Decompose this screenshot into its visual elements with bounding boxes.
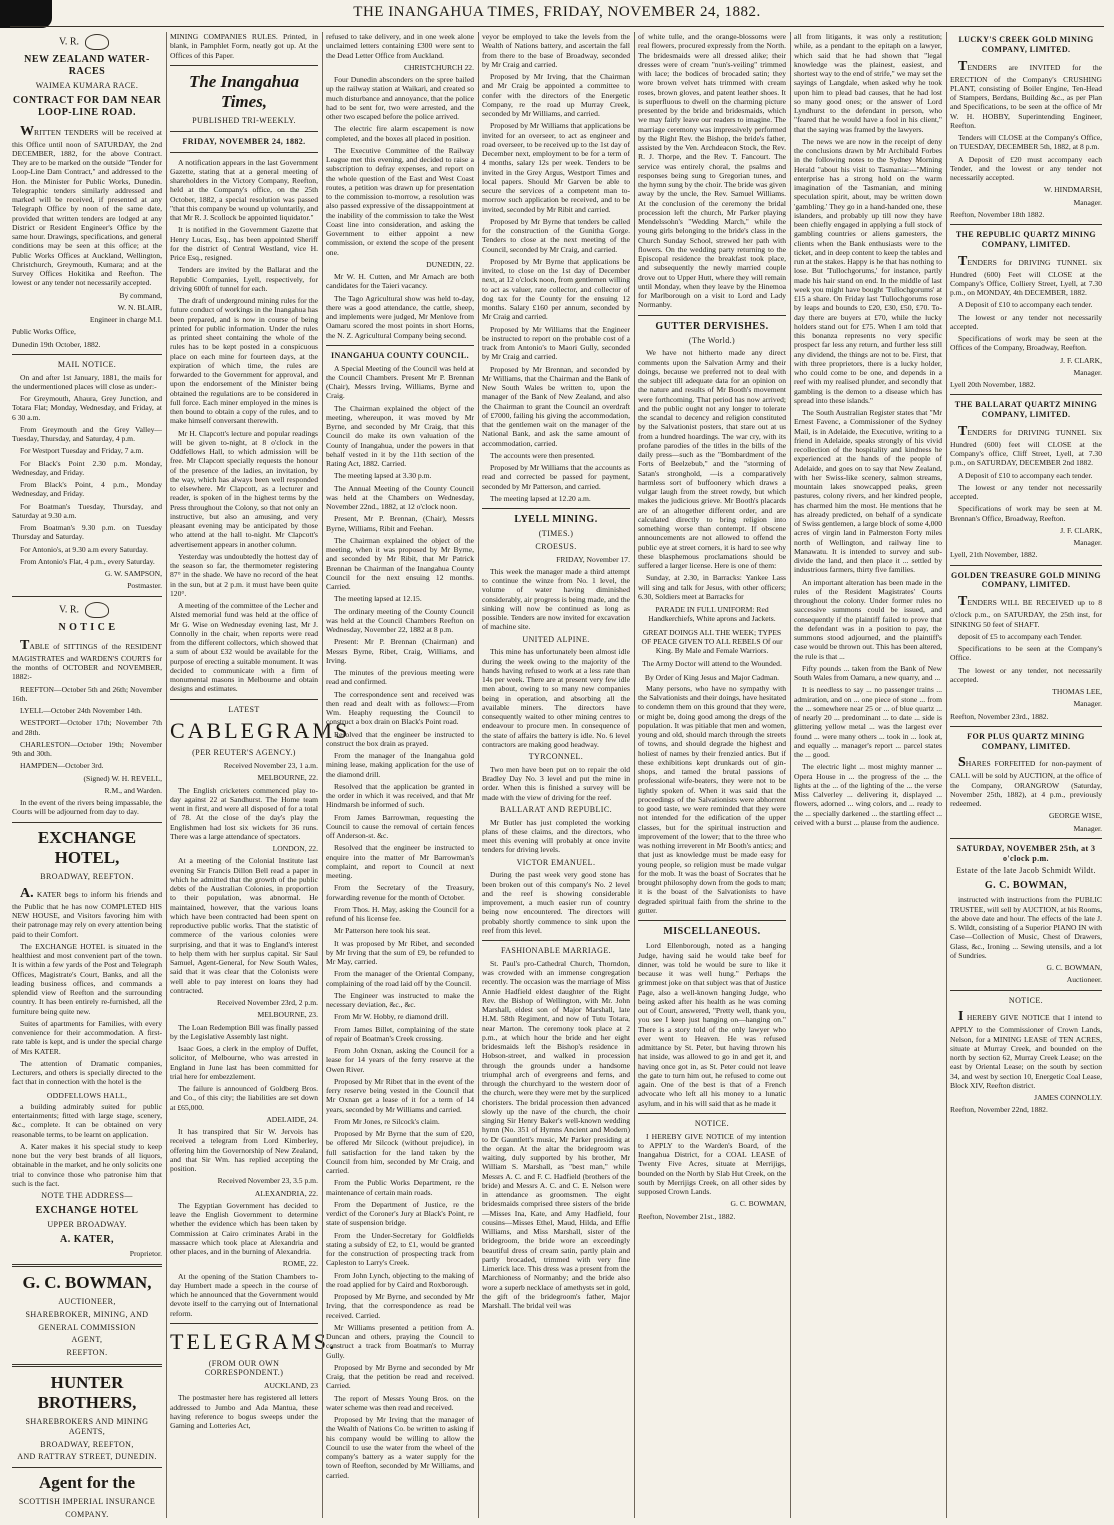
- hotel-paragraph: The EXCHANGE HOTEL is situated in the healthiest and most convenient part of the town. It is within a few yards of the Post and Telegraph Offices, Magistrate's Court, Banks, and all the leading business offices, and commands a splendid view of Reefton and the surrounding country. It has been entirely re-furnished, all the furniture being quite new.: [12, 941, 162, 1016]
- council-paragraph: From the Under-Secretary for Goldfields stating a subsidy of £2, to £1, would be granted for the construction of prospecting track from Capleston to Larry's Creek.: [326, 1230, 474, 1268]
- mining-rules-ad: MINING COMPANIES RULES. Printed, in blank, in Pamphlet Form, neatly got up. At the Offices of this Paper.: [170, 32, 318, 60]
- cable-received: Received November 23rd, 2 p.m.: [216, 998, 318, 1008]
- mail-line: From Greymouth and the Grey Valley—Tuesday, Thursday, and Saturday, 4 p.m.: [12, 424, 162, 444]
- divider-rule: [170, 1323, 318, 1324]
- column-4: [482, 32, 630, 1518]
- sitting-line: WESTPORT—October 17th; November 7th and 28th.: [12, 718, 162, 737]
- gutter-placard-line: PARADE IN FULL UNIFORM: Red Handkerchiefs, White aprons and Jackets.: [648, 605, 776, 624]
- united-body: This mine has unfortunately been almost idle during the week owing to the majority of the hands having refused to work at a less rate than 14s per week. There are at present very few idle men about, owing to so many new companies being in operation, and absorbing all the available miners. The directors have consequently waited to other mining centres to endeavour to procure men. In consequence of the state of affairs the battery is idle. No. 6 level contractors are making good headway.: [482, 647, 630, 749]
- column-5: [638, 32, 786, 1518]
- divider-rule: [12, 1467, 162, 1468]
- crest-vr-2: [12, 602, 162, 618]
- bowman-line: REEFTON.: [66, 1348, 108, 1357]
- council-paragraph: Present: Mr P. Brennan (Chairman) and Messrs Byrne, Ribet, Craig, Williams, and Irving.: [326, 637, 474, 665]
- divider-rule: [950, 726, 1102, 727]
- ballarat-ad-signature: J. F. CLARK,: [1060, 525, 1102, 535]
- cable-received: Received November 23, 1 a.m.: [223, 761, 318, 771]
- leader-paragraph: A meeting of the committee of the Lecher and Alsted memorial fund was held at the office of Mr G. Wise on Wednesday evening last, Mr J. Connolly in the chair, when reports were read from the different collectors, which showed that a sum of about £32 would be available for the purpose of erecting a suitable monument. It was decided to communicate with a firm of monumental masons in Melbourne and obtain designs and estimates.: [170, 601, 319, 694]
- council-paragraph: Mr Williams presented a petition from A. Duncan and others, praying the Council to construct a track from Boatman's to Murray Gully.: [326, 1322, 474, 1360]
- mail-line: For Black's Point 2.30 p.m. Monday, Wednesday, and Friday.: [12, 458, 162, 477]
- lucky-creek-deposit: A Deposit of £20 must accompany each Tender, and the lowest or any tender not necessarily accepted.: [950, 154, 1102, 183]
- gutter-paragraph: Many persons, who have no sympathy with the Salvationists and their doings, have hesitated to condemn them on this ground that they were, or might be, doing good among the dregs of the population. It was pitiable that men and women, young and old, should march through the streets of towns, and should degrade the highest and holiest of names by their frenzied antics. But if these exhibitions kept drunkards out of gin-shops, and tamed the brutal passions of professional wife-beaters, they were not to be lightly spoken of. When it was said that the proceedings of the Salvationists were abhorrent to good taste, we were reminded that they were not intended for the edification of the upper classes, but for the spiritual instruction and improvement of the lower; that to the three who was nothing irreverent in Mr Booth's antics; and that just as knowledge must be made easy for young people, so religion must be made vulgar for the mob. It was the boast of Socrates that he brought philosophy down from the gods to man; it is the boast of the Salvationists to have degraded spiritual faith from the shrine to the gutter.: [638, 683, 786, 915]
- cable-dateline: ALEXANDRIA, 22.: [254, 1188, 318, 1198]
- column-2: [170, 32, 351, 1518]
- column-rule: [322, 32, 323, 1518]
- united-heading: UNITED ALPINE.: [522, 634, 590, 644]
- divider-rule: [638, 315, 786, 316]
- council-paragraph: The Annual Meeting of the County Council was held at the Chambers on Wednesday, November 22nd., 1882, at 12 o'clock noon.: [326, 483, 474, 511]
- tyrconnel-heading: TYRCONNEL.: [528, 752, 584, 762]
- council-paragraph: The report of Messrs Young Bros. on the water scheme was then read and received.: [326, 1393, 474, 1412]
- divider-rule: [12, 354, 162, 355]
- hunter-name: HUNTER BROTHERS,: [37, 1372, 137, 1413]
- victor-heading: VICTOR EMANUEL.: [516, 857, 596, 867]
- leader-paragraph: Tenders are invited by the Ballarat and the Republic Companies, Lyell, respectively, for driving 600ft of tunnel for each.: [170, 265, 318, 293]
- council-paragraph: Proposed by Mr Irving, that the Chairman and Mr Craig be appointed a committee to confer with the directors of the Energetic Company, re the road up Murray Creek, seconded by Mr Williams, and carried.: [482, 72, 630, 118]
- council-paragraph: Resolved that the application be granted in the order in which it was received, and that Mr Hindmarsh be informed of such.: [326, 781, 474, 810]
- notice-date: Reefton, November 22nd, 1882.: [950, 1105, 1048, 1115]
- council-paragraph: Proposed by Mr Irving that the manager of the Wealth of Nations Co. be written to asking if his company would be willing to allow the Council to use the water from the wheel of the company's battery as a water supply for the town of Reefton, seconded by Mr Williams, and carried.: [326, 1415, 474, 1480]
- ballarat-body: Mr Butler has just completed the working plans of these claims, and the directors, who meet this evening will probably at once invite tenders for driving levels.: [482, 817, 630, 855]
- mail-line: For Antonio's, at 9.30 a.m every Saturday.: [20, 544, 148, 554]
- cable-paragraph: At the opening of the Station Chambers to-day Humbert made a speech in the course of which he announced that the Government would devote itself to the carrying out of International reform.: [170, 1271, 318, 1318]
- cable-dateline: LONDON, 22.: [272, 844, 318, 854]
- gutter-placard-line: GREAT DOINGS ALL THE WEEK; TYPES OF PEACE GIVEN TO ALL REBELS Of our King. By Male and Female Warriors.: [641, 627, 783, 656]
- hotel-paragraph: A. Kater makes it his special study to keep none but the very best brands of all liquors, obtainable in the market, and he only solicits one trial to convince those who patronise him that such is the fact.: [12, 1141, 162, 1188]
- hotel-title: EXCHANGE HOTEL,: [37, 827, 137, 868]
- telegram-paragraph: Mr W. H. Cutten, and Mr Arnach are both candidates for the Taieri vacancy.: [326, 272, 474, 291]
- divider-rule: [950, 565, 1102, 566]
- cable-paragraph: The Loan Redemption Bill was finally passed by the Legislative Assembly last night.: [170, 1022, 318, 1041]
- auction-role: Auctioneer.: [1066, 975, 1102, 985]
- column-3: [326, 32, 474, 1518]
- for-plus-body: SHARES FORFEITED for non-payment of CALL will be sold by AUCTION, at the office of the Company, ORANGROW (Saturday, November 25th, 1882), at 4 p.m., previously redeemed.: [950, 755, 1102, 809]
- divider-rule: [170, 65, 318, 66]
- council-paragraph: A Special Meeting of the Council was held at the Council Chambers. Present Mr P. Brennan (Chair), Messrs Irving, Williams, Byrne and Craig.: [326, 363, 474, 401]
- ballarat-ad-date: Lyell, 21th November, 1882.: [950, 550, 1038, 560]
- council-paragraph: Proposed by Mr Williams that the Engineer be instructed to report on the probable cost of a track from Antonio's to Maori Gully, seconded by Mr Craig and carried.: [482, 324, 630, 362]
- leader-paragraph: A notification appears in the last Government Gazette, stating that at a general meeting of shareholders in the Victory Company, Reefton, held at the Company's office, on the 25th October, 1882, a special resolution was passed "that this company be wound up voluntarily, and that Mr R. J. Scollock be appointed liquidator.": [170, 157, 318, 223]
- council-paragraph: It was proposed by Mr Ribet, and seconded by Mr Irving that the sum of £9, be refunded to Mr May, carried.: [326, 938, 474, 966]
- council-paragraph: The Chairman explained the object of the meeting, when it was proposed by Mr Byrne, and seconded by Mr Ribit, that Mr Patrick Brennan be Chairman of the Inangahua County Council for the next ensuing 12 months. Carried.: [326, 535, 474, 591]
- notice-body: TABLE of SITTINGS of the RESIDENT MAGISTRATES and WARDEN'S COURTS for the months of OCTOBER and NOVEMBER, 1882:-: [12, 637, 162, 682]
- telegram-dateline: DUNEDIN, 22.: [426, 259, 474, 269]
- telegram-paragraph: The postmaster here has registered all letters addressed to Jumbo and Ada Mantua, these having reference to bogus sweeps under the Gaming and Lotteries Act,: [170, 1393, 318, 1431]
- hotel-proprietor: Proprietor.: [129, 1249, 162, 1259]
- telegram-paragraph: Four Dunedin absconders on the spree bailed up the railway station at Waikari, and created so much disturbance and annoyance, that the police had to be sent for, two were arrested, and the other two escaped before the police arrived.: [326, 75, 474, 121]
- hunter-line: BROADWAY, REEFTON,: [40, 1439, 134, 1449]
- bowman-name: G. C. BOWMAN,: [22, 1273, 152, 1293]
- telegram-dateline: CHRISTCHURCH 22.: [403, 62, 474, 72]
- republic-signature: J. F. CLARK,: [1060, 355, 1102, 365]
- notice-role: R.M., and Warden.: [104, 785, 162, 795]
- divider-rule: [950, 990, 1102, 991]
- republic-body: TENDERS for DRIVING TUNNEL six Hundred (600) Feet will CLOSE at the Company's Office, Colliery Street, Lyell, at 7.30 p.m., on MONDAY, 4th DECEMBER, 1882.: [950, 253, 1102, 298]
- cable-dateline: MELBOURNE, 23.: [257, 1010, 318, 1020]
- mail-role: Postmaster.: [127, 581, 162, 591]
- lucky-creek-close: Tenders will CLOSE at the Company's Office, on TUESDAY, DECEMBER 5th, 1882, at 8 p.m.: [950, 133, 1102, 152]
- royal-crest-icon: [85, 34, 109, 50]
- divider-rule: [12, 1264, 162, 1267]
- divider-rule: [638, 920, 786, 921]
- column-rule: [478, 32, 479, 1518]
- republic-spec: Specifications of work may be seen at the Offices of the Company, Broadway, Reefton.: [950, 334, 1102, 353]
- crest-label: V. R.: [58, 36, 80, 48]
- sitting-line: HAMPDEN—October 3rd.: [20, 761, 104, 771]
- contract-date: Dunedin 19th October, 1882.: [12, 339, 101, 349]
- misc-paragraph: It is needless to say ... no passenger trains ... admiration, and on ... one piece of stone ... from the ... somewhere near 25 or ... of blue quartz ... of nearly 20 ... predominant ... to date ... side is glittering yellow metal ... was the largest ever found ... were many others ... took in ... look at, and equally ... manager's report ... parcel states the ... good.: [794, 685, 942, 759]
- auction-name: G. C. BOWMAN,: [984, 880, 1068, 892]
- council-paragraph: veyor be employed to take the levels from the Wealth of Nations battery, and ascertain the fall from there to the base of Broadway, seconded by Mr Craig and carried.: [482, 32, 630, 69]
- lucky-creek-role: Manager.: [1073, 197, 1102, 207]
- republic-lowest: The lowest or any tender not necessarily accepted.: [950, 312, 1102, 331]
- notice-signature: (Signed) W. H. REVELL,: [83, 773, 162, 783]
- council-paragraph: From James Barrowman, requesting the Council to cause the removal of certain fences off Anderson-st. &c.: [326, 812, 474, 840]
- sitting-line: REEFTON—October 5th and 26th; November 16th.: [12, 684, 163, 703]
- waterraces-title: NEW ZEALAND WATER-RACES: [24, 54, 150, 78]
- golden-treasure-date: Reefton, November 23rd., 1882.: [950, 711, 1049, 721]
- cable-paragraph: At a meeting of the Colonial Institute last evening Sir Francis Dillon Bell read a paper in which he admitted that the growth of the public debts of the Australian Colonies, in proportion to their population, was abnormal. He maintained, however, that the various loans which have been contracted had been spent on reproductive public works. That the statistic of commerce of the various colonies were surprising, and that it was to England's interest to help them with her surplus capital. Sir Saul Samuel, Agent-General, for New South Wales, said that it was clear that the Colonists were well able to pay interest on loans they had contracted.: [170, 856, 318, 995]
- council-paragraph: From the Public Works Department, re the maintenance of certain main roads.: [326, 1178, 474, 1197]
- notice-body: I HEREBY GIVE NOTICE that I intend to APPLY to the Commissioner of Crown Lands, Nelson, for a MINING LEASE of TEN ACRES, situate at Murray Creek, and bounded on the north by section 62, Murray Creek Lease; on the east by Oriental Lease; on the south by section 34, and west by section 10, Energetic Coal Lease, Block XIV, Reefton district.: [950, 1009, 1102, 1090]
- divider-rule: [326, 345, 474, 346]
- hotel-paragraph: Suites of apartments for Families, with every convenience for their accommodation. A first-rate table is kept, and is under the special charge of Mrs KATER.: [12, 1018, 162, 1056]
- victor-body: During the past week very good stone has been broken out of this company's No. 2 level and the reef is showing considerable improvement, a much easier run of country being now encountered. The directors will probably shortly commence to sink upon the reef from this level.: [482, 870, 630, 935]
- cable-dateline: MELBOURNE, 22.: [257, 773, 318, 783]
- council-paragraph: From John Oxnan, asking the Council for a lease for 14 years of the ferry reserve at the Owen River.: [326, 1046, 474, 1074]
- cable-paragraph: The Egyptian Government has decided to leave the English Government to determine whether the evidence which has been taken by Commission at Cairo criminates Arabi in the massacre which took place at Alexandria and other places, and in the burning of Alexandria.: [170, 1200, 318, 1257]
- divider-rule: [482, 508, 630, 509]
- council-paragraph: Resolved that the engineer be instructed to enquire into the matter of Mr Barrowman's complaint, and report to Council at next meeting.: [326, 843, 474, 880]
- notice-signature: G. C. BOWMAN,: [730, 1199, 786, 1209]
- lyell-source: (TIMES.): [538, 529, 574, 539]
- golden-treasure-title: GOLDEN TREASURE GOLD MINING COMPANY, LIMITED.: [950, 570, 1101, 590]
- lyell-title: LYELL MINING.: [514, 514, 598, 525]
- council-paragraph: Proposed by Mr Byrne that tenders be called for the construction of the Gunitha Gorge. Tenders to close at the next meeting of the Council, seconded by Mr Craig, and carried.: [482, 216, 630, 254]
- cable-paragraph: It has transpired that Sir W. Jervois has received a telegram from Lord Kimberley, offering him the Governorship of New Zealand, and that Sir Wm. has replied accepting the position.: [170, 1127, 318, 1174]
- column-rule: [166, 32, 167, 1518]
- divider-rule: [950, 394, 1102, 395]
- ballarat-ad-title: THE BALLARAT QUARTZ MINING COMPANY, LIMITED.: [954, 400, 1098, 420]
- council-paragraph: From John Lynch, objecting to the making of the road applied for by Caird and Roxborough.: [326, 1270, 474, 1289]
- column-7: [950, 32, 1102, 1518]
- leader-paragraph: Mr H. Clapcott's lecture and popular readings will be given to-night, at 8 o'clock in the Oddfellows Hall, to which admission will be free. Mr Clapcott specially requests the honour of the presence of the ladies, an invitation, by the way, which has always been well responded to elsewhere. Mr Clapcott, as a lecturer and reader, is spoken of in the highest terms by the Press throughout the Colony, so that not only an instructive, but also an amusing, and very pleasant evening may be anticipated by those who attend at the hall to-night. Mr Clapcott's advertisement appears in another column.: [170, 428, 318, 549]
- cable-dateline: ADELAIDE, 24.: [266, 1114, 318, 1124]
- cable-dateline: ROME, 22.: [282, 1259, 318, 1269]
- divider-rule: [950, 838, 1102, 839]
- cablegrams-heading: CABLEGRAMS: [170, 718, 351, 744]
- hotel-paragraph: a building admirably suited for public entertainments; fitted with large stage, scenery, &c., complete. It can be obtained on very reasonable terms, to be learnt on application.: [12, 1101, 162, 1139]
- mail-line: From Antonio's Flat, 4 p.m., every Saturday.: [20, 556, 155, 566]
- masthead: THE INANGAHUA TIMES, FRIDAY, NOVEMBER 24, 1882.: [353, 4, 761, 20]
- council-paragraph: From James Billet, complaining of the state of repair of Boatman's Creek crossing.: [326, 1024, 474, 1043]
- gutter-placard-line: By Order of King Jesus and Major Cadman.: [644, 672, 780, 682]
- bowman-line: AUCTIONEER,: [58, 1297, 116, 1306]
- telegram-paragraph: The electric fire alarm escapement is now completed, and the boxes all placed in position.: [326, 124, 474, 143]
- mail-line: On and after 1st January, 1881, the mails for the undermentioned places will close as under:-: [12, 372, 162, 391]
- mail-line: From Boatman's 9.30 p.m. on Tuesday Thursday and Saturday.: [12, 523, 162, 542]
- council-paragraph: Present, Mr P. Brennan, (Chair), Messrs Byrne, Williams, Ribit and Feehan.: [326, 514, 474, 533]
- croesus-heading: CROESUS.: [535, 541, 577, 551]
- crest-vr: [12, 34, 162, 50]
- lucky-creek-body: TENDERS are INVITED for the ERECTION of the Company's CRUSHING PLANT, consisting of Boiler Engine, Ten-Head of Stampers, Berdans, Building &c., as per Plan and Specifications, to be seen at the office of Mr W. H. HOBBY, Superintending Engineer, Reefton.: [950, 58, 1102, 130]
- notice-date: Reefton, November 21st., 1882.: [638, 1211, 736, 1221]
- council-paragraph: The meeting lapsed at 12.15.: [334, 594, 422, 604]
- council-paragraph: Resolved that the engineer be instructed to construct the box drain as prayed.: [326, 729, 474, 748]
- golden-treasure-deposit: deposit of £5 to accompany each Tender.: [958, 631, 1082, 641]
- ballarat-ad-spec: Specifications of work may be seen at M. Brennan's Office, Broadway, Reefton.: [950, 504, 1102, 523]
- divider-rule: [482, 940, 630, 941]
- marriage-heading: FASHIONABLE MARRIAGE.: [500, 946, 612, 956]
- council-paragraph: The meeting lapsed at 3.30 p.m.: [334, 471, 432, 481]
- column-1: [12, 32, 162, 1518]
- cable-paragraph: Isaac Goes, a clerk in the employ of Duffet, solicitor, of Melbourne, who was arrested in England in June last has been committed for trial here for embezzlement.: [170, 1044, 318, 1081]
- telegrams-heading: TELEGRAMS.: [170, 1328, 338, 1354]
- hotel-street: UPPER BROADWAY.: [47, 1220, 127, 1230]
- council-paragraph: From Mr W. Hobby, re diamond drill.: [334, 1012, 449, 1022]
- council-paragraph: Proposed by Mr Ribet that in the event of the ferry reserve being vested in the Council that Mr Oxnan get a lease of it for a term of 14 years, seconded by Mr Williams and carried.: [326, 1076, 474, 1114]
- column-rule: [946, 32, 947, 1518]
- divider-rule: [170, 131, 318, 132]
- notice-signature: JAMES CONNOLLY.: [1034, 1093, 1102, 1103]
- royal-crest-icon: [85, 602, 109, 618]
- hotel-note: NOTE THE ADDRESS—: [41, 1191, 133, 1201]
- croesus-body: This week the manager made a third attempt to continue the winze from No. 1 level, the volume of water having diminished considerably, air progress is being made, and the sinking will now be continued as long as possible. Tenders are now invited for excavation of machine site.: [482, 566, 630, 632]
- council-paragraph: From the Department of Justice, re the verdict of the Coroner's Jury at Black's Point, re state of suspension bridge.: [326, 1199, 474, 1228]
- hall-name: ODDFELLOWS HALL,: [46, 1090, 128, 1100]
- lucky-creek-date: Reefton, November 18th 1882.: [950, 209, 1045, 219]
- hotel-paragraph: The attention of Dramatic companies, Lecturers, and others is specially directed to the fact that in connection with the hotel is the: [12, 1058, 162, 1087]
- divider-rule: [12, 596, 162, 597]
- own-correspondent-note: (FROM OUR OWN CORRESPONDENT.): [204, 1358, 284, 1378]
- golden-treasure-lowest: The lowest or any tender, not necessarily accepted.: [950, 665, 1102, 684]
- golden-treasure-spec: Specifications to be seen at the Company's Office.: [950, 644, 1102, 663]
- column-6: [794, 32, 942, 1518]
- gutter-placard-line: The Army Doctor will attend to the Wounded.: [642, 659, 782, 669]
- republic-date: Lyell 20th November, 1882.: [950, 380, 1036, 390]
- lucky-creek-signature: W. HINDMARSH,: [1043, 185, 1102, 195]
- misc-paragraph: The electric light ... most mighty manner ... Opera House in ... the progress of the ... the lights at the ... of the lighting of the ... the verse Miss Calverley ... delivering it, displayed ... flowers, adorned ... wing colors, and ... ready to the ... specially darkened ... the startling effect ... ceived with a burst ... plause from the audience.: [794, 762, 942, 827]
- contract-office: Public Works Office,: [12, 327, 76, 337]
- council-paragraph: Proposed by Mr Byrne that the sum of £20, be offered Mr Silcock (without prejudice), in full satisfaction for the land taken by the Council from him, seconded by Mr Craig, and carried.: [326, 1129, 474, 1175]
- gutter-title: GUTTER DERVISHES.: [655, 320, 769, 332]
- divider-rule: [950, 224, 1102, 225]
- marriage-body: St. Paul's pro-Cathedral Church, Thorndon, was crowded with an immense congregation recently. The occasion was the marriage of Miss Annie Hadfield eldest daughter of the Right Rev. the Bishop of Wellington, with Mr. John Marshall, eldest son of Major Marshall, late H.M. 58th Regiment, and now of Tutu Totara, near Marton. The ceremony took place at 2 p.m., at which hour the bride and her eight bridesmaids left the Bishop's residence in Hobson-street, and walked in procession through the grounds under a handsome triumphal arch of evergreens and ferns, and through the churchyard to the western door of the church, were they were met by the surpliced choristers. The bridal procession then advanced slowly up the nave of the church, the choir singing Sir Henry Baker's well-known wedding hymn (No. 351 of Hymns Ancient and Modern) to Dr Gauntlett's music, Mr Parker presiding at the organ. At the altar the bridegroom was waiting, duly supported by his brother, Mr William S. Marshall, as "best man," while Messrs A. C. and F. C. Hadfield (brothers of the bride) and Messrs A. C. and C. E. Nelson were in attendance as groomsmen. The eight bridesmaids comprised three sisters of the bride—Misses Ina, Kate, and Amy Hadfield, four cousins—Misses Ethel, Maud, Hilda, and Effie Williams, and Miss Marshall, sister of the bridegroom, the bride wore an exceedingly beautiful dress of cream satin, partly plain and partly brocaded, trimmed with very fine Limerick lace. This dress was a present from the Marchioness of Normanby; and the bride also wore a superb necklace of amethysts set in gold, the gift of the bridegroom's father, Major Marshall. The bridal veil was: [482, 958, 630, 1311]
- divider-rule: [12, 822, 162, 823]
- council-paragraph: Proposed by Mr Byrne, and seconded by Mr Irving, that the correspondence as read be received. Carried.: [326, 1292, 474, 1320]
- for-plus-signature: GEORGE WISE,: [1048, 811, 1102, 821]
- for-plus-role: Manager.: [1073, 823, 1102, 833]
- council-paragraph: The correspondence sent and received was then read and dealt with as follows:—From Wm. Heaphy requesting the Council to construct a box drain on Black's Point road.: [326, 689, 474, 727]
- hotel-address: BROADWAY, REEFTON.: [40, 872, 134, 882]
- telegram-paragraph: The Tago Agricultural show was held to-day, there was a good attendance, the cattle, sheep, and implements were judged, Mr Menlove from Oamaru scored the most points in short Horns, the N. Z. Agricultural Company being second.: [326, 293, 474, 340]
- contract-title: CONTRACT FOR DAM NEAR LOOP-LINE ROAD.: [12, 95, 162, 119]
- auction-body: instructed with instructions from the PUBLIC TRUSTEE, will sell by AUCTION, at his Rooms, the above date and hour. The effects of the late J. S. Wildt, consisting of a Superior PIANO IN with Case—Collection of Music, Chest of Drawers, Glass, &c., Ironing ... Sewing utensils, and a lot of Sundries.: [950, 895, 1102, 960]
- mail-signature: G. W. SAMPSON,: [104, 569, 162, 579]
- column-rule: [790, 32, 791, 1518]
- paper-date: FRIDAY, NOVEMBER 24, 1882.: [182, 136, 306, 146]
- notice-foot: In the event of the rivers being impassable, the Courts will be adjourned from day to day.: [12, 798, 162, 817]
- reuter-note: (PER REUTER'S AGENCY.): [192, 748, 296, 758]
- misc-paragraph: The news we are now in the receipt of deny the conclusions drawn by Mr Archibald Forbes in the following notes to the Sydney Morning Herald "about his visit to Tasmania:—"Mining enterprise has a strong hold on the warm imagination of the Tasmanian, and mining speculation spirit, about, may be written down 'gambling.' They go in a hand-handed one, these islanders, and probably up till now they have been chiefly engaged in applying a full stock of gambling countries or aliens gamesters, the clients when the Bank enthusiasts were to the ticket, and in deep content to keep the tables and run at the stakes. Happy is he that has nothing to lose. But 'Tullochgorums,' for instance, partly made his hair stand on end. In the middle of last week you might have bought 'Tullochgorums' at £15 a share. On Friday last 'Tullochgorums rose by leaps and bounds to £20, £30, £50, £70. To-day there are buyers at £70, while the lucky holders stand out for £75. When I am told that this bonanza represents no very specific prospect far less any return, and further less still any dividend, the things are not to be. First, that with three proprietors, there is a lucky holder, who could come to be one, and depends in a reef with my realised plunder, and secondly that gambling is the demon to a disease which has spread into these islands.": [794, 136, 942, 405]
- ballarat-ad-lowest: The lowest or any tender not necessarily accepted.: [950, 482, 1102, 502]
- divider-rule: [170, 152, 318, 153]
- mail-line: For Boatman's Tuesday, Thursday, and Saturday at 9.30 a.m.: [12, 501, 162, 520]
- gutter-paragraph: Sunday, at 2.30, in Barracks: Yankee Lass will sing and talk for Jesus, with other officers; 6.30, Soldiers meet at Barracks for: [638, 573, 786, 601]
- republic-deposit: A Deposit of £10 to accompany each tender.: [958, 300, 1093, 310]
- auction-date: SATURDAY, NOVEMBER 25th, at 3 o'clock p.m.: [956, 843, 1096, 863]
- misc-paragraph: The South Australian Register states that "Mr Ernest Favenc, a Commissioner of the Sydney Mail, is in Adelaide, the Executive, writing to a friend in Adelaide, speaks strongly of his vivid recollection of the hospitality and kindness he experienced at the hands of the people of Adelaide, and goes on to say that New Zealand, with her Swiss-like scenery, salmon streams, mountain lakes snowcapped peaks, green pastures, colony rivers, and her kindred people, has charmed him the most. He mentions that he has already predicted, on behalf of a syndicate of Swiss gentlemen, a large block of some 4,000 acres of virgin land in Palmerston Forty miles north of Wellington, and railway line to Manawatu. It is intended to survey and sub-divide the land, and then place it ... settled by industrious farmers, thirty five families.: [794, 408, 942, 575]
- council-paragraph: Proposed by Mr Williams that applications be invited for an overseer, to act as engineer and road overseer, to be received up to the 1st day of December next, employment to be for a term of 4 months, salary 12s per week. Tenders to be invited in the Grey Argus, Westport Times and local papers. Should Mr Garven be able to secure the services of a competent man to-morrow such application be received, and to be invited, seconded by Mr Ribit and carried.: [482, 121, 630, 214]
- contract-signature: W. N. BLAIR,: [117, 302, 162, 312]
- mail-line: From Black's Point, 4 p.m., Monday Wednesday, and Friday.: [12, 480, 162, 499]
- hotel-signature: A. KATER,: [59, 1233, 115, 1245]
- misc-paragraph: Lord Ellenborough, noted as a hanging Judge, having said he would take beef for dinner, was told he would be sure to like it because it was well hung." Perhaps the grimmest joke on that subject was that of Justice Page, also a well-known hanging Judge, who being asked after his health as he was coming out of Court, answered, "Pretty well, thank you, you see I keep just hanging on—hanging on." There is a story told of the only lawyer who ever went to Heaven. He was refused admittance by St. Peter, but having thrown his hat inside, was allowed to go in and get it, and having once got in, as St. Peter could not leave the gate to turn him out, he refused to come out again. One of the best is that of a French advocate who left all his money to a lunatic asylum, and in his will said that as he made it: [638, 941, 786, 1108]
- council-paragraph: From the Secretary of the Treasury, forwarding revenue for the month of October.: [326, 883, 474, 902]
- misc-paragraph: Fifty pounds ... taken from the Bank of New South Wales from Oamaru, a new quarry, and ...: [794, 663, 942, 682]
- crest-label: V. R.: [58, 603, 80, 615]
- council-paragraph: Proposed by Mr Byrne and seconded by Mr Craig, that the petition be read and received. Carried.: [326, 1362, 474, 1391]
- auction-signature: G. C. BOWMAN,: [1046, 963, 1102, 973]
- agent-line: SCOTTISH IMPERIAL INSURANCE: [18, 1496, 156, 1506]
- council-paragraph: From Mr Jones, re Silcock's claim.: [334, 1116, 440, 1126]
- mail-line: For Greymouth, Ahaura, Grey Junction, and Totara Flat; Monday, Wednesday, and Friday, at 6 30 a.m.: [12, 394, 162, 422]
- contract-body: WRITTEN TENDERS will be received at this Office until noon of SATURDAY, the 2nd DECEMBER, 1882, for the above Contract. They are to be marked on the outside "Tender for Loop-Line Dam Contract," and addressed to the Hon. the Minister for Public Works, Dunedin. Telegraphic tenders similarly addressed and marked will be received, if presented at any Telegraph Office by noon of the same date, provided that written tenders are lodged at any District or Resident Engineer's Office by the same hour. Drawings, specifications, and general conditions may be seen at this office; at the Public Works Offices at Auckland, Wellington, Christchurch, Greymouth, Kumara; and at the Survey Offices Hokitika and Reefton. The lowest or any tender not necessarily accepted.: [12, 123, 162, 288]
- for-plus-title: FOR PLUS QUARTZ MINING COMPANY, LIMITED.: [967, 731, 1085, 751]
- agent-line: COMPANY.: [65, 1509, 109, 1519]
- golden-treasure-role: Manager.: [1073, 699, 1102, 709]
- sitting-line: LYELL—October 24th November 14th.: [20, 706, 142, 716]
- divider-rule: [638, 1113, 786, 1114]
- bowman-line: AGENT,: [71, 1335, 103, 1345]
- cable-paragraph: The English cricketers commenced play to-day against 22 at Sandhurst. The Home team went in first, and were all disposed of for a total of 78. At the close of the day's play the Englishmen had lost six wickets for 36 runs. There was a large attendance of spectators.: [170, 785, 318, 841]
- latest-heading: LATEST: [228, 704, 260, 714]
- misc-continued: all from litigants, it was only a restitution; while, as a pendant to the epitaph on a lawyer, which said that he had shown that "legal knowledge was the plainest, easiest, and shortest way to the end of strife," we may set the sayings of Langdale, when asked why he took upon him to plead bad causes, that he had lost so many good ones; or the answer of Lord Lyndhurst to the defendant in person, who "feared that he would have a fool in his client," that the saying was framed by the lawyers.: [794, 32, 942, 134]
- column-rule: [634, 32, 635, 1518]
- gutter-paragraph: We have not hitherto made any direct comments upon the Salvation Army and their doings, because we preferred not to deal with the subject till adequate data for an opinion on the nature and results of Mr Booth's movement were forthcoming. That period has now arrived; and the public ought not any longer to tolerate the scandal to decency and religion constituted by the Salvationist posters, that stare out at us from a hundred hoardings. The war cry, with its profane parodies of the titles in the bills of the daily press—such as the "Bombardment of the Forts of Beelzebub," and the "storming of Satan's stronghold, —is a comparatively harmless sort of buffoonery which draws a vulgar laugh from the street rowdy, but which makes the judicious grieve. Mr Booth's placards are of an altogether different order, and are calculated directly to bring religion into something worse than contempt. If obscene announcements are not allowed to offend the public eye at street corners, it is hard to see why these blasphemous proclamations should be suffered a larger license. Here is one of them:: [638, 348, 786, 571]
- contract-role: Engineer in charge M.I.: [89, 315, 162, 325]
- council-paragraph: The accounts were then presented.: [490, 450, 595, 460]
- hotel-repeat: EXCHANGE HOTEL: [35, 1204, 139, 1216]
- telegram-paragraph: The Executive Committee of the Railway League met this evening, and decided to raise a subscription to defray expenses, and report on the whole question of the East and West Coast routes, a petition was drawn up for presentation to the commission to-morrow, a resolution was also passed expressive of the dissappointment at the inability of the commission to take the West Coast line into consideration, and asking the Government to either appoint a new commission, or extend the scope of the present one.: [326, 145, 474, 257]
- golden-treasure-body: TENDERS WILL BE RECEIVED up to 8 o'clock p.m., on SATURDAY, the 25th inst, for SINKING 50 feet of SHAFT.: [950, 594, 1102, 629]
- contract-command: By command,: [119, 290, 162, 300]
- notice-title: NOTICE.: [694, 1118, 730, 1128]
- ballarat-ad-role: Manager.: [1073, 538, 1102, 548]
- auction-estate: Estate of the late Jacob Schmidt Wildt.: [956, 866, 1096, 876]
- bowman-line: GENERAL COMMISSION: [38, 1322, 136, 1332]
- cable-paragraph: The failure is announced of Goldberg Bros. and Co., of this city; the liabilities are set down at £65,000.: [170, 1084, 318, 1112]
- sitting-line: CHARLESTON—October 19th; November 9th and 30th.: [12, 739, 162, 759]
- notice-body: I HEREBY GIVE NOTICE of my intention to APPLY to the Warden's Board, of the Inangahua District, for a COAL LEASE of Twenty Five Acres, situate at Merrijigs, bounded on the North by Slab Hut Creek, on the south by Merrijigs Creek, on all other sides by supposed Crown Lands.: [638, 1131, 786, 1197]
- mail-line: For Westport Tuesday and Friday, 7 a.m.: [20, 446, 144, 456]
- council-title: INANGAHUA COUNTY COUNCIL.: [331, 350, 469, 360]
- council-paragraph: Mr Patterson here took his seat.: [334, 926, 431, 936]
- notice-title: N O T I C E: [58, 621, 116, 633]
- ballarat-ad-deposit: A Deposit of £10 to accompany each tender.: [958, 470, 1093, 480]
- hunter-line: AND RATTRAY STREET, DUNEDIN.: [17, 1452, 157, 1462]
- notice-title: NOTICE.: [1008, 995, 1044, 1005]
- hunter-line: SHAREBROKERS AND MINING AGENTS,: [25, 1417, 149, 1436]
- agent-title: Agent for the: [39, 1473, 135, 1493]
- bowman-line: SHAREBROKER, MINING, AND: [25, 1309, 149, 1319]
- divider-rule: [12, 1364, 162, 1367]
- leader-paragraph: Yesterday was undoubtedly the hottest day of the season so far, the thermometer registering 87° in the shade. We have no record of the heat in the sun, but at 2 p.m. it must have been quite 120°.: [170, 551, 318, 598]
- mail-title: MAIL NOTICE.: [57, 359, 117, 369]
- council-paragraph: From the manager of the Inangahua gold mining lease, making application for the use of the diamond drill.: [326, 751, 474, 779]
- council-paragraph: From Thos. H. May, asking the Council for a refund of his license fee.: [326, 904, 474, 923]
- council-paragraph: The ordinary meeting of the County Council was held at the Council Chambers Reefton on Wednesday, November 22, 1882 at 8 p.m.: [326, 606, 474, 634]
- council-paragraph: The meeting lapsed at 12.20 a.m.: [490, 493, 591, 503]
- leader-paragraph: It is notified in the Government Gazette that Henry Lucas, Esq., has been appointed Sheriff for the district of Central Westland, vice H. Price Esq., resigned.: [170, 225, 318, 263]
- council-paragraph: The Engineer was instructed to make the necessary deviation, &c., &c.: [326, 990, 474, 1009]
- council-paragraph: Proposed by Mr Williams that the accounts as read and corrected be passed for payment, seconded by Mr Patterson, and carried.: [482, 463, 630, 491]
- tyrconnel-body: Two men have been put on to repair the old Bradley Day No. 3 level and put the mine in order. When this is finished a survey will be made with the view of driving for the reef.: [482, 764, 630, 802]
- republic-title: THE REPUBLIC QUARTZ MINING COMPANY, LIMITED.: [955, 230, 1097, 249]
- gutter-source: (The World.): [688, 335, 736, 345]
- misc-paragraph: An important alteration has been made in the rules of the Resident Magistrates' Courts throughout the colony. Under former rules no successive summons could be issued, and consequently if the plaintiff failed to prove that the defendant was in a position to pay, the summons stood adjourned, and the plaintiff's case would be thrown out. This has been altered, the rule is that ...: [794, 577, 942, 661]
- hotel-paragraph: A. KATER begs to inform his friends and the Public that he has now COMPLETED HIS NEW HOUSE, and Visitors favoring him with their patronage may rely on every attention being paid to their Comfort.: [12, 885, 162, 939]
- cable-received: Received November 23, 3.5 p.m.: [217, 1176, 318, 1186]
- masthead-rule: [10, 26, 1104, 27]
- council-paragraph: Proposed by Mr Brennan, and seconded by Mr Williams, that the Chairman and the Bank of New South Wales be written to, upon the manager of the Bank of New Zealand, and also the Chairman to grant the Council an overdraft of £7000, failing his giving the accommodation, that the gentlemen wait on the manager of the National Bank, and ask the same amount of accommodation, carried.: [482, 364, 630, 448]
- misc-title: MISCELLANEOUS.: [663, 926, 761, 938]
- waterraces-subtitle: WAIMEA KUMARA RACE.: [35, 81, 139, 91]
- ballarat-heading: BALLARAT AND REPUBLIC.: [500, 804, 612, 814]
- lucky-creek-title: LUCKY'S CREEK GOLD MINING COMPANY, LIMITED.: [958, 35, 1094, 54]
- leader-paragraph: The draft of underground mining rules for the future conduct of workings in the Inangahua has been prepared, and is now in course of being printed for public information. Under the rules as printed sheet containing the whole of the rules has to be kept posted in a conspicuous place on each mine for fourteen days, at the expiration of which time, the rules are forwarded to the Government for approval, and upon the endorsement of the Minister being obtained the regulations are to be considered in full force. Each miner employed in the mines is then bound to obtain a copy of the rules, and to make himself conversant therewith.: [170, 296, 318, 426]
- ballarat-ad-body: TENDERS for DRIVING TUNNEL Six Hundred (600) feet will CLOSE at the Company's office, Cliff Street, Lyell, at 7.30 p.m., on SATURDAY, DECEMBER 2nd 1882.: [950, 423, 1102, 468]
- telegram-paragraph: refused to take delivery, and in one week alone unclaimed letters containing £300 were sent to the Dead Letter Office from Auckland.: [326, 32, 474, 60]
- marriage-continued: of white tulle, and the orange-blossoms were real flowers, procured expressly from the North. The bridesmaids were all dressed alike; their dresses were of cream "nun's-veiling" trimmed with lace; the bodices of brocaded satin; they wore brown velvet hats trimmed with cream roses, brown gloves, and patent leather shoes. It is superfluous to dwell on the charming picture presented by the bride and bridesmaids, which we may fairly leave our readers to imagine. The marriage ceremony was impressively performed by the Right Rev. the Bishop, the bride's father, assisted by the Ven. Archdeacon Stock, the Rev. R. J. Thorpe, and the Rev. T. Fancourt. The service was entirely choral, the psalms and responses being sung to Gregorian tunes, and the hymn sung by the choir. The bride was given away by the uncle, the Rev. Samuel Williams. At the conclusion of the ceremony the bridal procession left the church, Mr Parker playing Mendelssohn's "Wedding March," while the young girls belonging to the bride's class in the Church Sunday School, strewed her path with flowers. On the wedding party returning to the Episcopal residence the breakfast took place, and subsequently the newly married couple drove out to Upper Hutt, where they will remain until Monday, when they leave by the Hinemoa for Marlborough on a visit to Lord and Lady Normanby.: [638, 32, 786, 310]
- republic-role: Manager.: [1073, 367, 1102, 377]
- paper-subtitle: PUBLISHED TRI-WEEKLY.: [192, 116, 296, 126]
- divider-rule: [170, 699, 318, 700]
- council-paragraph: The Chairman explained the object of the meeting, whereupon, it was moved by Mr Byrne, and seconded by Mr Craig, that this Council do make its own valuation of the County of Inangahua, under the powers in that behalf vested in it by the 11th section of the Rating Act, 1882. Carried.: [326, 403, 474, 468]
- council-paragraph: From the manager of the Oriental Company, complaining of the road laid off by the Council.: [326, 969, 474, 988]
- paper-title: The Inangahua Times,: [188, 71, 300, 112]
- telegram-dateline: AUCKLAND, 23: [264, 1381, 318, 1391]
- council-paragraph: The minutes of the previous meeting were read and confirmed.: [326, 668, 474, 687]
- council-paragraph: Proposed by Mr Byrne that applications be invited, to close on the 1st day of December next, at 12 o'clock noon, from gentlemen willing to act as valuer, rate collector, and collector of dog tax for the County for the ensuing 12 months. Salary £160 per annum, seconded by Mr Craig and carried.: [482, 256, 630, 322]
- golden-treasure-signature: THOMAS LEE,: [1052, 687, 1102, 697]
- croesus-date: FRIDAY, November 17.: [556, 554, 630, 564]
